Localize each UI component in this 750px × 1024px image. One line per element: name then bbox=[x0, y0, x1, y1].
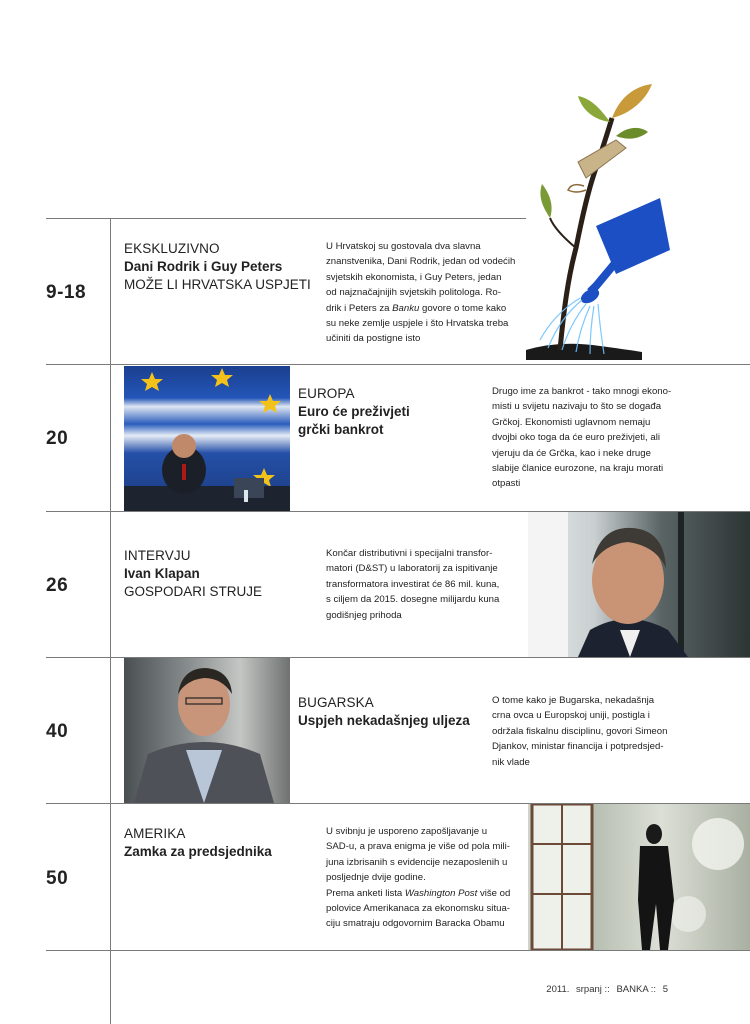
footer-page-number: 5 bbox=[662, 984, 668, 995]
photo-ivan-klapan bbox=[528, 512, 750, 657]
section-5-heading[interactable] bbox=[124, 825, 272, 861]
section-4-description bbox=[492, 693, 682, 770]
section-4-title: Uspjeh nekadašnjeg uljeza bbox=[298, 713, 470, 728]
desc-line: znanstvenika, Dani Rodrik, jedan od vodećih bbox=[326, 256, 516, 268]
desc-line: svjetskih ekonomista, i Guy Peters, jedan bbox=[326, 271, 502, 283]
desc-line: su neke zemlje uspjele i što Hrvatska treba bbox=[326, 318, 509, 330]
silhouette-window-icon bbox=[528, 804, 750, 950]
section-5-title: Zamka za predsjednika bbox=[124, 844, 272, 859]
desc-line: SAD-u, a prava enigma je više od pola mili- bbox=[326, 841, 510, 853]
eu-stars-icon bbox=[124, 366, 290, 511]
desc-line: O tome kako je Bugarska, nekadašnja bbox=[492, 695, 655, 706]
desc-line: transformatora investirat će 86 mil. kuna, bbox=[326, 578, 500, 590]
page-number-section-2[interactable]: 20 bbox=[46, 428, 69, 449]
rule-top bbox=[46, 218, 526, 219]
section-2-title-line-1: Euro će preživjeti bbox=[298, 404, 410, 419]
rule-vertical bbox=[110, 218, 111, 1024]
desc-line: Djankov, ministar financija i potpredsjed- bbox=[492, 741, 664, 753]
section-4-heading[interactable] bbox=[298, 694, 470, 730]
desc-line: s ciljem da 2015. dosegne milijardu kuna bbox=[326, 594, 500, 606]
desc-line: učiniti da postigne isto bbox=[326, 333, 421, 345]
section-2-kicker: EUROPA bbox=[298, 386, 355, 401]
desc-line: vjeruju da će Grčka, kao i neke druge bbox=[492, 447, 651, 459]
section-2-title-line-2: grčki bankrot bbox=[298, 422, 384, 437]
desc-line: slabije članice eurozone, na kraju morati bbox=[492, 463, 664, 475]
desc-line: U Hrvatskoj su gostovala dva slavna bbox=[326, 241, 481, 252]
desc-line: Grčkoj. Ekonomisti uglavnom nemaju bbox=[492, 416, 651, 428]
section-5-kicker: AMERIKA bbox=[124, 826, 186, 841]
page-number-section-1[interactable]: 9-18 bbox=[46, 282, 87, 303]
plant-watering-can-illustration bbox=[520, 78, 680, 362]
desc-line: crna ovca u Europskoj uniji, postigla i bbox=[492, 710, 650, 722]
page-footer bbox=[544, 984, 670, 995]
desc-line: dvojbi oko toga da će euro preživjeti, ali bbox=[492, 432, 660, 444]
rule-5 bbox=[46, 950, 750, 951]
desc-line: ciju smatraju odgovornim Baracka Obamu bbox=[326, 918, 505, 930]
footer-month: srpanj :: bbox=[576, 984, 610, 995]
section-3-title: Ivan Klapan bbox=[124, 566, 200, 581]
portrait-man-icon bbox=[528, 512, 750, 657]
page-number-section-5[interactable]: 50 bbox=[46, 868, 69, 889]
section-2-description bbox=[492, 384, 682, 492]
section-1-description bbox=[326, 239, 526, 347]
desc-line: U svibnju je usporeno zapošljavanje u bbox=[326, 826, 488, 837]
section-1-title: Dani Rodrik i Guy Peters bbox=[124, 259, 283, 274]
page-number-section-3[interactable]: 26 bbox=[46, 575, 69, 596]
desc-line: juna izbrisanih s evidencije nezaposlenih u bbox=[326, 856, 508, 868]
section-2-heading[interactable] bbox=[298, 385, 410, 439]
desc-line: Prema anketi lista Washington Post više od bbox=[326, 887, 511, 899]
desc-line: nik vlade bbox=[492, 756, 530, 768]
desc-line: Končar distributivni i specijalni transfor- bbox=[326, 548, 493, 559]
footer-year: 2011. bbox=[546, 984, 570, 995]
photo-eu-greece-flag bbox=[124, 366, 290, 511]
page-number-section-4[interactable]: 40 bbox=[46, 721, 69, 742]
desc-line: održala fiskalnu disciplinu, govori Simeon bbox=[492, 725, 668, 737]
section-3-description bbox=[326, 546, 521, 623]
section-1-kicker: EKSKLUZIVNO bbox=[124, 241, 220, 256]
section-1-heading[interactable] bbox=[124, 240, 311, 294]
desc-line: otpasti bbox=[492, 478, 521, 490]
section-5-description bbox=[326, 824, 521, 932]
desc-line: Drugo ime za bankrot - tako mnogi ekono- bbox=[492, 386, 672, 397]
section-3-subtitle: GOSPODARI STRUJE bbox=[124, 584, 263, 599]
desc-line: drik i Peters za Banku govore o tome kako bbox=[326, 302, 507, 314]
section-3-kicker: INTERVJU bbox=[124, 548, 191, 563]
photo-simeon-djankov bbox=[124, 658, 290, 803]
photo-obama-window bbox=[528, 804, 750, 950]
desc-line: godišnjeg prihoda bbox=[326, 609, 402, 621]
desc-line: od najznačajnijih svjetskih politologa. Ro- bbox=[326, 287, 501, 299]
desc-line: misti u svijetu nazivaju to što se događa bbox=[492, 401, 662, 413]
portrait-man-icon bbox=[124, 658, 290, 803]
section-1-subtitle: MOŽE LI HRVATSKA USPJETI bbox=[124, 277, 311, 292]
desc-line: posljednje dvije godine. bbox=[326, 872, 426, 884]
desc-line: matori (D&ST) u laboratorij za ispitivanje bbox=[326, 563, 498, 575]
section-3-heading[interactable] bbox=[124, 547, 262, 601]
footer-magazine: BANKA :: bbox=[616, 984, 657, 995]
section-4-kicker: BUGARSKA bbox=[298, 695, 374, 710]
rule-1 bbox=[46, 364, 750, 365]
desc-line: polovice Amerikanaca za ekonomsku situa- bbox=[326, 903, 510, 915]
